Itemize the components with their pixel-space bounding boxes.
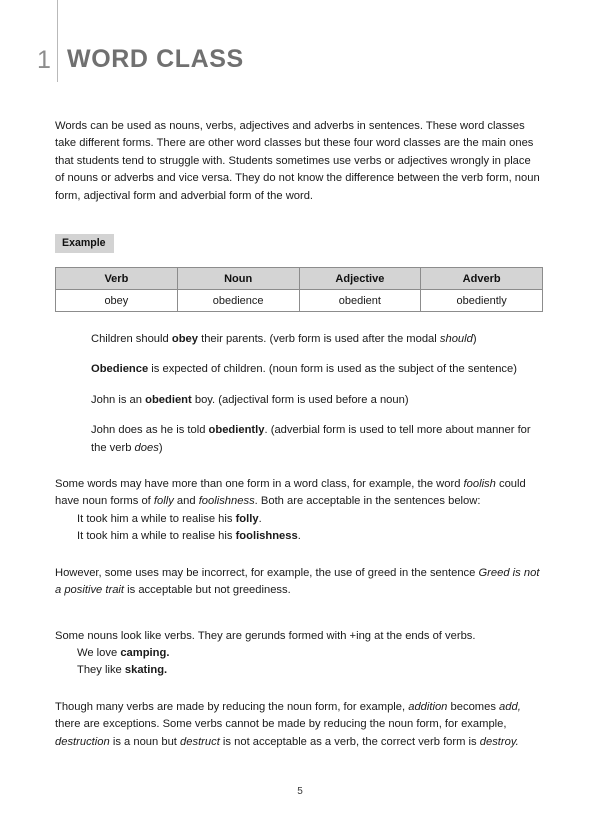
example-sentence: [55, 392, 543, 409]
text-run: Children should: [91, 333, 172, 346]
exceptions-paragraph: [55, 699, 543, 751]
text-run: They like: [77, 664, 125, 677]
word-class-table: [55, 267, 543, 312]
intro-paragraph: Words can be used as nouns, verbs, adjectives and adverbs in sentences. These word classes take different forms. There are other word classes but these four word classes are the main ones that students tend to struggle with. Students sometimes use verbs or adjectives wrongly in place of nouns or adverbs and vice versa. They do not know the difference between the verb form, noun form, adjectival form and adverbial form of the word.: [55, 120, 540, 202]
text-run: and: [173, 495, 199, 508]
text-run: John does as he is told: [91, 424, 209, 437]
bold-term: foolishness: [235, 530, 298, 543]
text-run: ): [158, 441, 163, 454]
text-run: is a noun but: [109, 735, 181, 748]
text-run: It took him a while to realise his: [77, 512, 236, 525]
table-header-cell: Noun: [177, 268, 299, 290]
text-run: is expected of children. (noun form is used as the subject of the sentence): [148, 363, 517, 376]
table-body: [56, 290, 543, 312]
text-run: is not acceptable as a verb, the correct verb form is: [219, 735, 480, 748]
text-run: ): [472, 333, 477, 346]
table-header-cell: Adjective: [299, 268, 421, 290]
example-sentence: [55, 331, 543, 348]
spacer: [55, 546, 543, 565]
bold-term: Obedience: [91, 363, 149, 376]
spacer: [55, 680, 543, 699]
bold-term: camping.: [120, 646, 170, 659]
page-number: 5: [297, 786, 303, 797]
text-run: is acceptable but not greediness.: [124, 584, 291, 597]
table-header-cell: Verb: [56, 268, 178, 290]
text-run: their parents. (verb form is used after the modal: [197, 333, 440, 346]
text-run: However, some uses may be incorrect, for example, the use of greed in the sentence: [55, 566, 479, 579]
text-run: . Both are acceptable in the sentences below:: [254, 495, 481, 508]
text-run: It took him a while to realise his: [77, 530, 236, 543]
text-run: could have noun forms of: [55, 478, 526, 508]
bold-term: obedient: [145, 393, 192, 406]
italic-term: addition: [408, 700, 448, 713]
document-content: [55, 118, 543, 765]
text-run: there are exceptions. Some verbs cannot be made by reducing the noun form, for example,: [55, 718, 507, 731]
italic-term: folly: [153, 495, 174, 508]
multiple-forms-example-list: [55, 511, 543, 546]
multiple-forms-paragraph: [55, 476, 543, 511]
chapter-header: [0, 42, 600, 82]
spacer: [55, 312, 543, 331]
text-run: Some nouns look like verbs. They are gerunds formed with +ing at the ends of verbs.: [55, 629, 476, 642]
spacer: [55, 457, 543, 476]
italic-term: destruction: [55, 735, 110, 748]
table-cell: obey: [56, 290, 178, 312]
text-run: Though many verbs are made by reducing the noun form, for example,: [55, 700, 409, 713]
indented-example-line: [55, 528, 543, 545]
page-title: WORD CLASS: [67, 45, 244, 73]
text-run: becomes: [447, 700, 500, 713]
text-run: Some words may have more than one form in a word class, for example, the word: [55, 478, 464, 491]
indented-example-line: [55, 662, 543, 679]
italic-term: destruct: [180, 735, 220, 748]
example-label: Example: [55, 234, 114, 253]
spacer: [55, 614, 543, 628]
italic-term: foolish: [463, 478, 496, 491]
table-row: [56, 290, 543, 312]
indented-example-line: [55, 511, 543, 528]
example-sentence: [55, 422, 543, 457]
text-run: .: [258, 512, 262, 525]
text-run: . (adverbial form is used to tell more about manner for the verb: [91, 424, 531, 454]
gerunds-example-list: [55, 645, 543, 680]
bold-term: skating.: [124, 664, 168, 677]
table-cell: obedient: [299, 290, 421, 312]
italic-term: Greed is not a positive trait: [55, 566, 540, 597]
table-header-cell: Adverb: [421, 268, 543, 290]
bold-term: folly: [235, 512, 259, 525]
text-run: John is an: [91, 393, 146, 406]
bold-term: obey: [171, 333, 198, 346]
italic-term: foolishness: [198, 495, 255, 508]
incorrect-uses-paragraph: [55, 565, 543, 600]
italic-term: does: [134, 441, 159, 454]
example-sentence-list: [55, 331, 543, 457]
gerunds-paragraph: [55, 628, 543, 645]
table-cell: obediently: [421, 290, 543, 312]
chapter-number: 1: [37, 46, 51, 74]
spacer: [55, 253, 543, 267]
text-run: .: [297, 530, 301, 543]
indented-example-line: [55, 645, 543, 662]
table-header-row: [56, 268, 543, 290]
italic-term: add,: [499, 700, 521, 713]
italic-term: destroy.: [479, 735, 519, 748]
bold-term: obediently: [208, 424, 265, 437]
text-run: We love: [77, 646, 121, 659]
table-cell: obedience: [177, 290, 299, 312]
example-sentence: [55, 361, 543, 378]
text-run: boy. (adjectival form is used before a noun): [191, 393, 409, 406]
italic-term: should: [439, 333, 473, 346]
spacer: [55, 219, 543, 233]
example-tag-wrapper: [55, 233, 543, 253]
